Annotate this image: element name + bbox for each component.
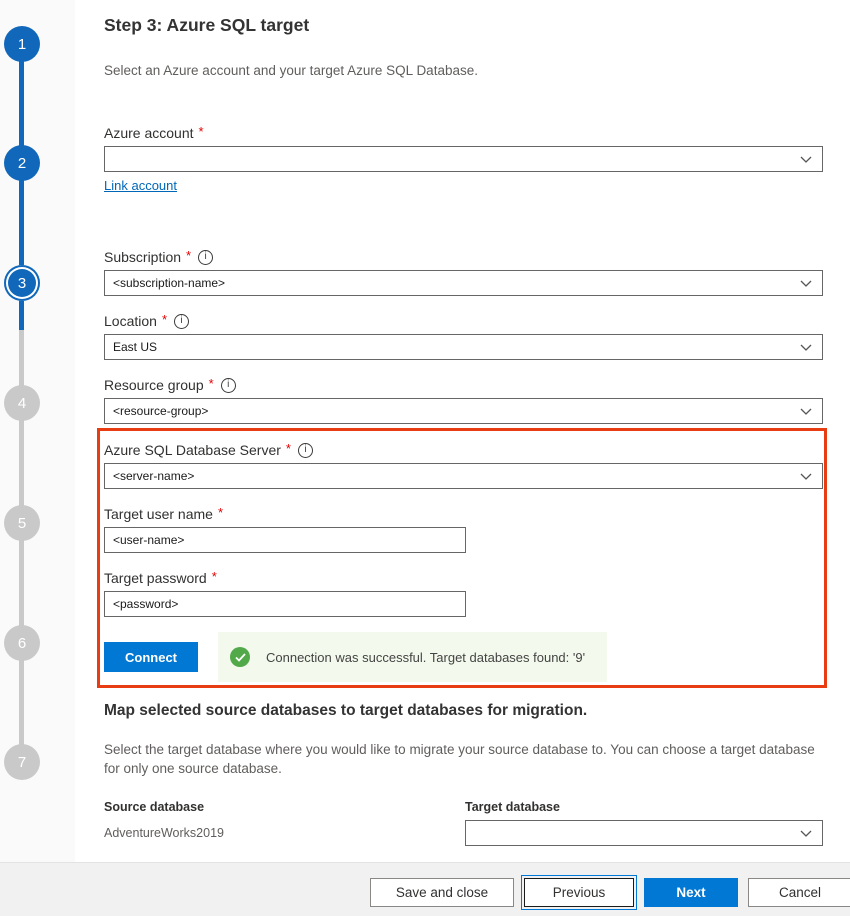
stepper-step-1[interactable]: [4, 26, 40, 62]
connection-status: [218, 632, 607, 682]
stepper-step-4[interactable]: [4, 385, 40, 421]
main-content: [104, 0, 823, 846]
info-icon[interactable]: i: [198, 250, 213, 265]
sql-server-dropdown[interactable]: [104, 463, 823, 489]
step-number: 2: [17, 154, 27, 172]
required-asterisk: *: [217, 504, 224, 520]
chevron-down-icon: [800, 344, 812, 351]
chevron-down-icon: [800, 280, 812, 287]
step-number: 1: [17, 35, 27, 53]
required-asterisk: *: [285, 440, 291, 456]
subscription-dropdown[interactable]: [104, 270, 823, 296]
chevron-down-icon: [800, 830, 812, 837]
target-database-column-header: Target database: [465, 800, 560, 814]
success-check-icon: [230, 647, 250, 667]
target-password-input[interactable]: [104, 591, 466, 617]
stepper-step-3[interactable]: [4, 265, 40, 301]
page-description: Select an Azure account and your target Azure SQL Database.: [104, 63, 478, 78]
mapping-table: [104, 800, 823, 846]
location-dropdown[interactable]: [104, 334, 823, 360]
target-username-label: Target user name: [104, 506, 213, 522]
info-icon[interactable]: i: [298, 443, 313, 458]
info-icon[interactable]: i: [221, 378, 236, 393]
subscription-label: Subscription: [104, 249, 182, 265]
subscription-field: [104, 248, 823, 296]
step-number: 4: [17, 394, 27, 412]
step-number: 3: [17, 274, 27, 292]
footer-bar: [0, 862, 850, 916]
resource-group-value: <resource-group>: [113, 404, 209, 418]
previous-button[interactable]: Previous: [524, 878, 634, 907]
chevron-down-icon: [800, 473, 812, 480]
mapping-heading: Map selected source databases to target databases for migration.: [104, 702, 588, 719]
chevron-down-icon: [800, 156, 812, 163]
target-database-dropdown[interactable]: [465, 820, 823, 846]
stepper-step-2[interactable]: [4, 145, 40, 181]
step-number: 6: [17, 634, 27, 652]
table-row: [104, 820, 823, 846]
link-account-link[interactable]: Link account: [104, 178, 177, 193]
location-field: [104, 312, 823, 360]
connect-row: [104, 632, 823, 682]
mapping-description: Select the target database where you would like to migrate your source database to. You can choose a target database for only one source database.: [104, 742, 815, 776]
azure-account-label: Azure account: [104, 125, 194, 141]
resource-group-label: Resource group: [104, 377, 204, 393]
resource-group-field: [104, 376, 823, 424]
target-username-input[interactable]: [104, 527, 466, 553]
info-icon[interactable]: i: [174, 314, 189, 329]
source-database-cell: AdventureWorks2019: [104, 826, 224, 840]
step-number: 7: [17, 753, 27, 771]
location-label: Location: [104, 313, 157, 329]
connect-button[interactable]: Connect: [104, 642, 198, 672]
step-number: 5: [17, 514, 27, 532]
wizard-stepper: [0, 0, 75, 862]
target-username-field: [104, 505, 823, 553]
azure-account-field: [104, 124, 823, 195]
required-asterisk: *: [211, 568, 217, 584]
save-and-close-button[interactable]: Save and close: [370, 878, 514, 907]
subscription-value: <subscription-name>: [113, 276, 226, 290]
connection-status-text: Connection was successful. Target databases found: '9': [266, 649, 586, 665]
target-password-field: [104, 569, 823, 617]
stepper-step-6[interactable]: [4, 625, 40, 661]
sql-server-value: <server-name>: [113, 469, 195, 483]
location-value: East US: [113, 340, 158, 354]
sql-server-field: [104, 441, 823, 489]
next-button[interactable]: Next: [644, 878, 738, 907]
required-asterisk: *: [198, 123, 204, 139]
mapping-table-header: [104, 800, 823, 814]
stepper-step-7[interactable]: [4, 744, 40, 780]
required-asterisk: *: [186, 247, 192, 263]
azure-account-dropdown[interactable]: [104, 146, 823, 172]
sql-server-label: Azure SQL Database Server: [104, 442, 281, 458]
cancel-button[interactable]: Cancel: [748, 878, 850, 907]
target-password-label: Target password: [104, 570, 207, 586]
page-title: Step 3: Azure SQL target: [104, 15, 310, 35]
source-database-column-header: Source database: [104, 800, 205, 814]
stepper-step-5[interactable]: [4, 505, 40, 541]
chevron-down-icon: [800, 408, 812, 415]
resource-group-dropdown[interactable]: [104, 398, 823, 424]
required-asterisk: *: [208, 375, 214, 391]
required-asterisk: *: [161, 311, 167, 327]
